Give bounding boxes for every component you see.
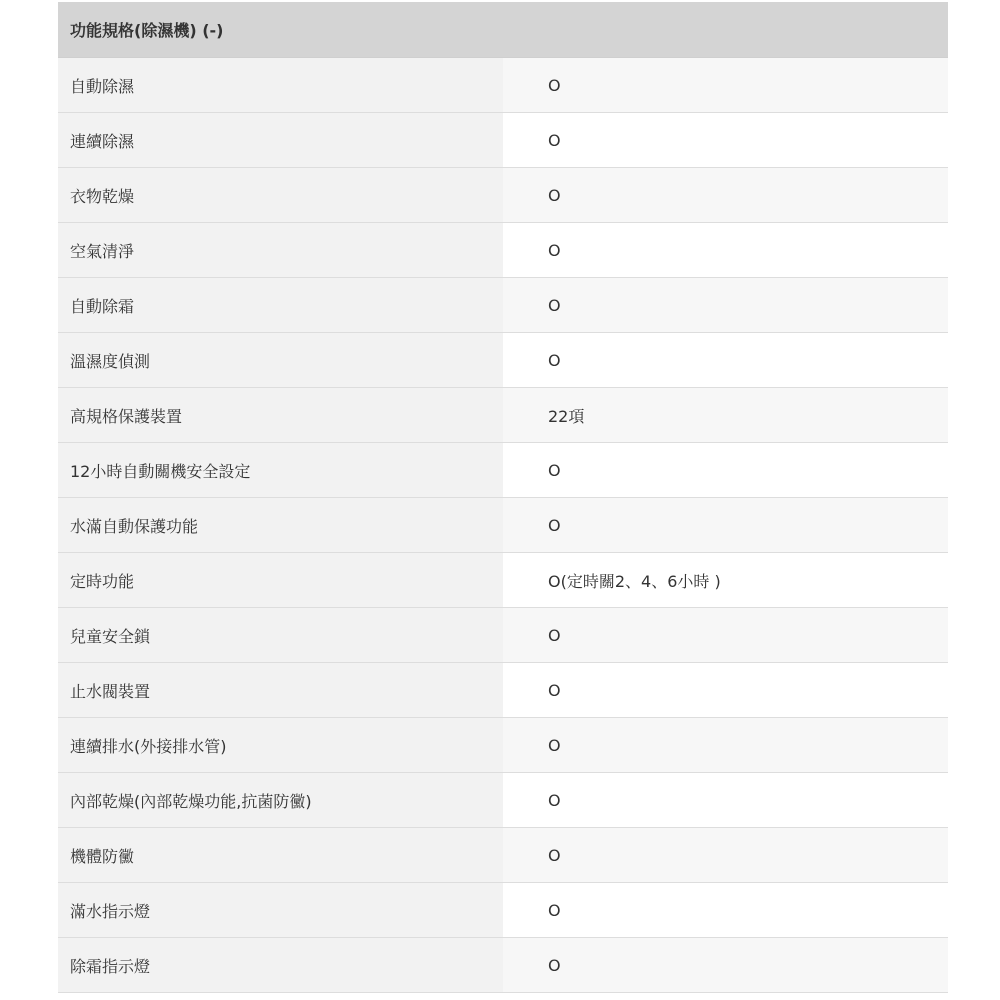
table-row [58, 333, 948, 388]
table-row [58, 113, 948, 168]
row-value: O [503, 718, 948, 773]
table-row [58, 168, 948, 223]
row-value: O [503, 498, 948, 553]
table-row [58, 773, 948, 828]
spec-table-header-row [58, 2, 948, 58]
row-value: O [503, 773, 948, 828]
row-label: 機體防黴 [58, 828, 503, 883]
row-label: 高規格保護裝置 [58, 388, 503, 443]
table-row [58, 553, 948, 608]
table-row [58, 498, 948, 553]
spec-table [58, 2, 948, 993]
row-label: 水滿自動保護功能 [58, 498, 503, 553]
row-label: 衣物乾燥 [58, 168, 503, 223]
row-label: 定時功能 [58, 553, 503, 608]
row-value: O [503, 608, 948, 663]
row-value: O [503, 168, 948, 223]
table-row [58, 828, 948, 883]
row-label: 內部乾燥(內部乾燥功能,抗菌防黴) [58, 773, 503, 828]
row-label: 自動除濕 [58, 58, 503, 113]
row-label: 空氣清淨 [58, 223, 503, 278]
table-row [58, 443, 948, 498]
row-label: 連續除濕 [58, 113, 503, 168]
table-row [58, 278, 948, 333]
table-row [58, 223, 948, 278]
row-label: 連續排水(外接排水管) [58, 718, 503, 773]
row-label: 滿水指示燈 [58, 883, 503, 938]
row-value: O [503, 828, 948, 883]
row-label: 溫濕度偵測 [58, 333, 503, 388]
row-value: O [503, 333, 948, 388]
row-label: 12小時自動關機安全設定 [58, 443, 503, 498]
table-row [58, 938, 948, 993]
row-value: O [503, 938, 948, 993]
table-row [58, 718, 948, 773]
table-row [58, 608, 948, 663]
row-label: 除霜指示燈 [58, 938, 503, 993]
table-row [58, 388, 948, 443]
row-value: O(定時關2、4、6小時 ) [503, 553, 948, 608]
table-row [58, 883, 948, 938]
row-label: 自動除霜 [58, 278, 503, 333]
row-value: O [503, 58, 948, 113]
row-value: O [503, 278, 948, 333]
row-value: O [503, 663, 948, 718]
table-row [58, 663, 948, 718]
table-row [58, 58, 948, 113]
row-value: 22項 [503, 388, 948, 443]
row-value: O [503, 113, 948, 168]
row-value: O [503, 223, 948, 278]
row-label: 止水閥裝置 [58, 663, 503, 718]
spec-table-title: 功能規格(除濕機) (-) [58, 2, 948, 58]
row-label: 兒童安全鎖 [58, 608, 503, 663]
row-value: O [503, 443, 948, 498]
row-value: O [503, 883, 948, 938]
